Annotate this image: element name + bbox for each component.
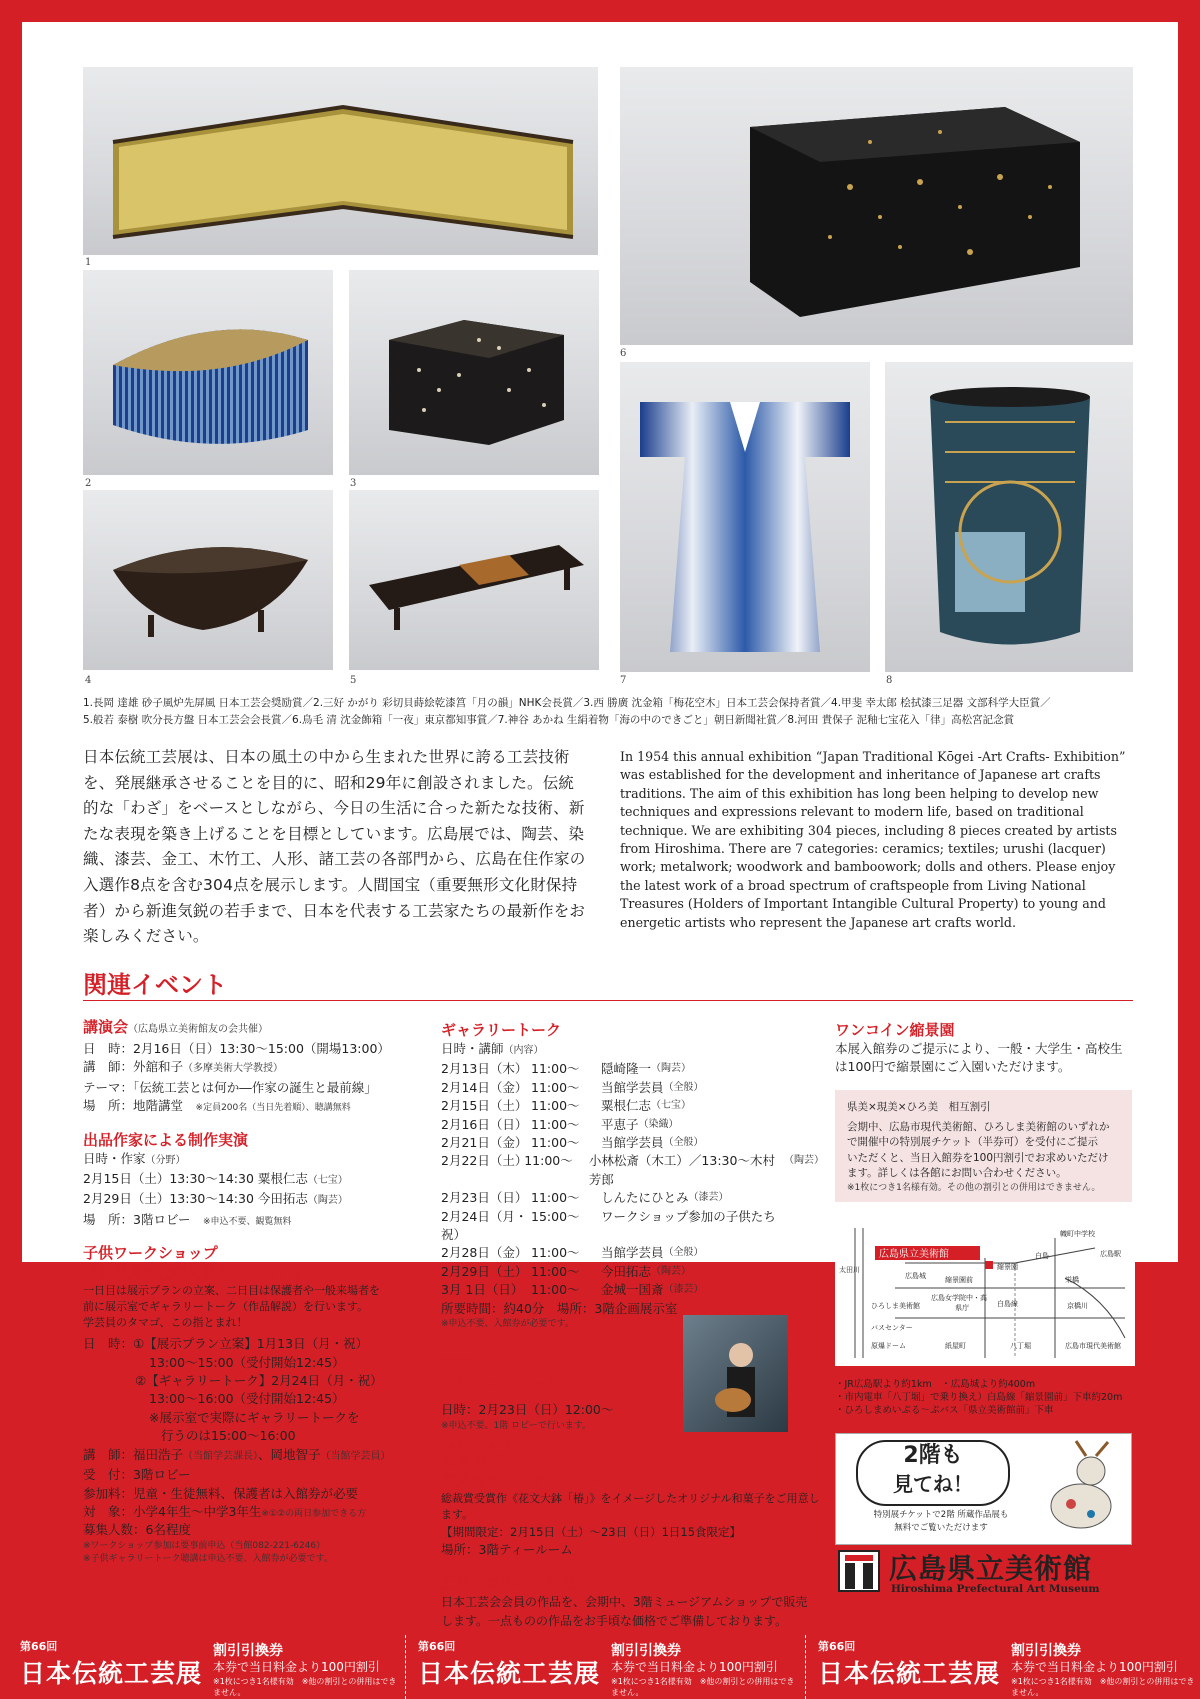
photo-metal-tray [349, 490, 599, 670]
discount-note: ※1枚につき1名様有効。その他の割引との併用はできません。 [847, 1182, 1101, 1193]
guitarist-illustration [683, 1315, 788, 1432]
map-label: 幟町中学校 [1060, 1230, 1095, 1238]
lecture-speaker: 講 師：外舘和子（多摩美術大学教授） [83, 1059, 284, 1075]
discount-text: で開催中の特別展チケット（半券可）を受付にご提示 [847, 1136, 1099, 1148]
collection-promo [835, 1433, 1132, 1545]
museum-name-en: Hiroshima Prefectural Art Museum [891, 1583, 1100, 1595]
map-label: バスセンター [871, 1324, 913, 1332]
workshop-lecturer: 講 師：福田浩子（当館学芸課長）、岡地智子（当館学芸員） [83, 1446, 391, 1462]
gallery-talk-speaker: 平恵子 [601, 1116, 639, 1132]
promo-heading: 2階も [903, 1443, 963, 1468]
gallery-talk-row [441, 1060, 821, 1078]
photo-kimono [620, 362, 870, 672]
photo-number: 5 [350, 675, 357, 686]
map-label: 縮景園前 [945, 1276, 973, 1284]
discount-coupon[interactable] [20, 1638, 400, 1698]
coupon-description: 本券で当日料金より100円割引 [1011, 1660, 1178, 1674]
map-label: 栄橋 [1065, 1276, 1079, 1284]
photo-striped-box [83, 270, 333, 475]
workshop-footnote: ※子供ギャラリートーク聴講は申込不要、入館券が必要です。 [83, 1553, 333, 1564]
map-illustration [835, 1218, 1135, 1366]
coupon-cut-line [405, 1635, 406, 1699]
photo-cloisonne-vase [885, 362, 1133, 672]
coupon-edition: 第66回 [20, 1640, 58, 1653]
gallery-talk-row [441, 1263, 821, 1281]
gallery-talk-time: 11:00～ [531, 1079, 580, 1095]
sweets-ruby: しゅんげつ かぐら [441, 1440, 513, 1450]
discount-coupon[interactable] [818, 1638, 1198, 1698]
coupon-fineprint: ※1枚につき1名様有効 ※他の割引との併用はできません。 [213, 1677, 397, 1697]
gallery-talk-category: （全般） [663, 1247, 704, 1259]
speech-bubble [856, 1440, 1010, 1506]
gallery-talk-title: ギャラリートーク [441, 1021, 562, 1039]
intro-japanese: 日本伝統工芸展は、日本の風土の中から生まれた世界に誇る工芸技術を、発展継承させることを目的に、昭和29年に創設されました。伝統的な「わざ」をベースとしながら、今日の生活に合った新たな技術、新たな表現を築き上げることを目標としています。広島展では、陶芸、染織、漆芸、金工、木竹工、人形、諸工芸の各部門から、広島在住作家の入選作8点を含む304点を展示します。人間国宝（重要無形文化財保持者）から新進気鋭の若手まで、日本を代表する工芸家たちの最新作をお楽しみください。 [83, 748, 586, 946]
events-column-right [835, 1020, 1135, 1077]
map-label: 広島市現代美術館 [1065, 1342, 1121, 1350]
lecture-title: 講演会（広島県立美術館友の会共催） [83, 1018, 269, 1036]
coupon-title: 割引引換券 [213, 1643, 283, 1659]
access-info [835, 1378, 1135, 1417]
workshop-time: 13:00～16:00（受付開始12:45） [149, 1391, 345, 1407]
gallery-talk-category: （染織） [638, 1118, 679, 1130]
gallery-talk-speaker: ワークショップ参加の子供たち [601, 1208, 776, 1224]
gallery-talk-date: 2月13日（木） [441, 1061, 528, 1077]
gallery-talk-time: 11:00～ [531, 1098, 580, 1114]
photo-wooden-bowl [83, 490, 333, 670]
map-label: ひろしま美術館 [871, 1302, 920, 1310]
lecture-date: 日 時：2月16日（日）13:30～15:00（開場13:00） [83, 1041, 390, 1056]
kimono-illustration [620, 362, 870, 672]
gallery-talk-category: （全般） [663, 1137, 704, 1149]
workshop-title: 子供ワークショップ [83, 1244, 218, 1263]
demo-place: 場 所：3階ロビー ※申込不要、観覧無料 [83, 1211, 292, 1227]
workshop-subtitle: 「学芸員の仕事に挑戦しよう！」 [83, 1264, 309, 1283]
night-box-illustration [620, 67, 1133, 345]
map-museum-label: 広島県立美術館 [879, 1249, 949, 1260]
coupon-edition: 第66回 [818, 1640, 856, 1653]
concert-date: 日時：2月23日（日）12:00～ [441, 1402, 614, 1418]
caption-line: 5.般若 泰樹 吹分長方盤 日本工芸会会長賞／6.鳥毛 清 沈金飾箱「一夜」東京都知事賞／7.神谷 あかね 生絹着物「海の中のできごと」朝日新聞社賞／8.河田 貴保子 泥釉七宝花入「律」高松宮記念賞 [83, 714, 1015, 726]
gallery-talk-speaker: しんたにひとみ [601, 1190, 689, 1206]
sweets-title: 旬月 神楽 [441, 1451, 507, 1470]
metal-tray-illustration [349, 490, 599, 670]
gallery-talk-speaker: 粟根仁志 [601, 1098, 652, 1114]
gallery-talk-time: 11:00～ [531, 1190, 580, 1206]
map-label: 縮景園 [997, 1263, 1018, 1271]
museum-logo [835, 1547, 1135, 1597]
coupon-cut-line [805, 1635, 806, 1699]
photo-number: 1 [85, 257, 92, 268]
workshop-fee: 参加料：児童・生徒無料、保護者は入館券が必要 [83, 1485, 359, 1501]
gallery-talk-row [441, 1097, 821, 1115]
access-line: ・JR広島駅より約1km ・広島城より約400m [835, 1379, 1036, 1390]
caption-line: 1.長岡 達雄 砂子風炉先屏風 日本工芸会奨励賞／2.三好 かがり 彩切貝蒔絵乾漆筥「月の韻」NHK会長賞／3.西 勝廣 沈金箱「梅花空木」日本工芸会保持者賞／4.甲斐 幸太郎 桧拭漆三足器 文部科学大臣賞／ [83, 697, 1051, 709]
demo-title: 出品作家による制作実演 [83, 1130, 249, 1149]
gallery-talk-time: 11:00～ [531, 1061, 580, 1077]
gallery-talk-time: 11:00～ [531, 1263, 580, 1279]
workshop-note: 行うのは15:00～16:00 [161, 1428, 296, 1444]
gallery-talk-row [441, 1134, 821, 1152]
photo-number: 8 [886, 675, 893, 686]
gallery-talk-speaker: 小林松斎（木工）／13:30～木村芳郎 [588, 1153, 775, 1187]
concert-note: ※申込不要。1階 ロビーで行います。 [441, 1420, 592, 1431]
sweets-subtitle: 展覧会オリジナルスイーツ [441, 1471, 619, 1490]
concert-photo [683, 1315, 788, 1432]
gallery-talk-speaker: 今田拓志 [601, 1263, 652, 1279]
photo-number: 2 [85, 478, 92, 489]
gallery-talk-speaker: 金城一国斎 [601, 1282, 664, 1298]
gallery-talk-speaker: 当館学芸員 [601, 1245, 664, 1261]
map-label: 京橋川 [1067, 1302, 1088, 1310]
gallery-talk-speaker: 隠崎隆一 [601, 1061, 652, 1077]
gallery-talk-date: 2月15日（土） [441, 1098, 528, 1114]
gallery-talk-row [441, 1208, 821, 1245]
coupon-fineprint: ※1枚につき1名様有効 ※他の割引との併用はできません。 [1011, 1677, 1195, 1697]
sweets-place: 場所：3階ティールーム [441, 1541, 573, 1557]
deer-figurine-icon [1036, 1436, 1126, 1541]
cloisonne-vase-illustration [885, 362, 1133, 672]
coupon-fineprint: ※1枚につき1名様有効 ※他の割引との併用はできません。 [611, 1677, 795, 1697]
map-label: 広島駅 [1100, 1250, 1121, 1258]
gallery-talk-date: 2月24日（月・祝） [441, 1208, 528, 1243]
promo-heading: 見てね！ [893, 1472, 973, 1496]
gallery-talk-time: 11:00～ [531, 1245, 580, 1261]
photo-lacquer-box [349, 270, 599, 475]
access-line: ・ひろしまめいぷる～ぷバス「県立美術館前」下車 [835, 1405, 1054, 1416]
folding-screen-illustration [83, 67, 598, 255]
gallery-talk-date: 2月28日（金） [441, 1245, 528, 1261]
map-label: 広島城 [905, 1272, 926, 1280]
gallery-talk-date: 2月14日（金） [441, 1079, 528, 1095]
gallery-talk-time: 15:00～ [531, 1208, 580, 1224]
promo-text: 特別展チケットで2階 所蔵作品展も 無料でご覧いただけます [873, 1510, 1009, 1533]
museum-name-jp: 広島県立美術館 [889, 1552, 1093, 1585]
coupon-title: 割引引換券 [1011, 1643, 1081, 1659]
gallery-talk-time: 11:00～ [531, 1116, 580, 1132]
gallery-talk-head: 日時・講師（内容） [441, 1041, 544, 1056]
demo-head: 日時・作家（分野） [83, 1150, 186, 1166]
photo-number: 7 [620, 675, 627, 686]
lecture-theme: テーマ：「伝統工芸とは何か―作家の誕生と最前線」 [83, 1079, 377, 1095]
gallery-talk-row [441, 1152, 825, 1189]
map-label: 広島女学院中・高 [931, 1294, 987, 1302]
workshop-reception: 受 付：3階ロビー [83, 1467, 191, 1483]
events-column-left [83, 1017, 413, 1566]
coupon-description: 本券で当日料金より100円割引 [611, 1660, 778, 1674]
events-heading: 関連イベント [83, 971, 227, 999]
gallery-talk-category: （陶芸） [651, 1063, 692, 1075]
sweets-description: 総裁賞受賞作《花文大鉢「椿」》をイメージしたオリジナル和菓子をご用意します。 [441, 1491, 820, 1521]
discount-text: いただくと、当日入館券を100円割引でお求めいただけ [847, 1151, 1109, 1164]
coupon-exhibition-name: 日本伝統工芸展 [418, 1659, 601, 1688]
gallery-talk-note: ※申込不要、入館券が必要です。 [441, 1319, 574, 1330]
lecture-place: 場 所：地階講堂 ※定員200名（当日先着順）、聴講無料 [83, 1098, 351, 1114]
discount-box [835, 1090, 1132, 1202]
workshop-target: 対 象：小学4年生～中学3年生※①②の両日参加できる方 [83, 1503, 367, 1519]
lacquer-box-illustration [349, 270, 599, 475]
striped-box-illustration [83, 270, 333, 475]
photo-number: 4 [85, 675, 92, 686]
workshop-footnote: ※ワークショップ参加は要事前申込（当館082-221-6246） [83, 1540, 326, 1551]
garden-description: 本展入館券のご提示により、一般・大学生・高校生 は100円で縮景園にご入園いただけます。 [835, 1041, 1123, 1075]
gallery-talk-category: （漆芸） [688, 1192, 729, 1204]
sale-description: 日本工芸会会員の作品を、会期中、3階ミュージアムショップで販売 します。一点ものの作品をお手頃な価格でご準備しております。 [441, 1595, 808, 1628]
garden-title: ワンコイン縮景園 [835, 1021, 955, 1039]
workshop-date: ②【ギャラリートーク】2月24日（月・祝） [135, 1373, 383, 1389]
wooden-bowl-illustration [83, 490, 333, 670]
gallery-talk-date: 3月 1日（日） [441, 1282, 524, 1298]
workshop-capacity: 募集人数：6名程度 [83, 1522, 191, 1538]
artwork-captions [83, 695, 1133, 729]
gallery-talk-schedule [441, 1060, 825, 1299]
coupon-edition: 第66回 [418, 1640, 456, 1653]
gallery-talk-category: （全般） [663, 1081, 704, 1093]
demo-row: 2月15日（土）13:30～14:30 粟根仁志（七宝） [83, 1171, 348, 1187]
discount-coupon[interactable] [418, 1638, 798, 1698]
gallery-talk-time: 11:00～ [524, 1153, 573, 1169]
map-label: 太田川 [839, 1266, 860, 1274]
access-line: ・市内電車「八丁堀」で乗り換え）白島線「縮景園前」下車約20m [835, 1392, 1123, 1403]
gallery-talk-duration: 所要時間：約40分 場所：3階企画展示室 [441, 1300, 678, 1316]
gallery-talk-speaker: 当館学芸員 [601, 1135, 664, 1151]
gallery-talk-row [441, 1116, 821, 1134]
divider [83, 1000, 1133, 1001]
discount-text: 会期中、広島市現代美術館、ひろしま美術館のいずれか [847, 1120, 1110, 1133]
gallery-talk-date: 2月16日（日） [441, 1116, 528, 1132]
map-label: 県庁 [955, 1304, 969, 1312]
museum-logo-icon [837, 1549, 881, 1593]
photo-night-box [620, 67, 1133, 345]
gallery-talk-row [441, 1281, 821, 1299]
gallery-talk-date: 2月22日（土） [441, 1153, 528, 1169]
workshop-time: 13:00～15:00（受付開始12:45） [149, 1354, 345, 1370]
map-label: 原爆ドーム [871, 1342, 906, 1350]
gallery-talk-time: 11:00～ [531, 1282, 580, 1298]
sweets-period: 【期間限定：2月15日（土）～23日（日）1日15食限定】 [441, 1524, 742, 1539]
gallery-talk-time: 11:00～ [531, 1135, 580, 1151]
map-label: 白島 [1035, 1252, 1049, 1260]
demo-row: 2月29日（土）13:30～14:30 今田拓志（陶芸） [83, 1191, 348, 1207]
intro-english: In 1954 this annual exhibition “Japan Traditional Kōgei -Art Crafts- Exhibition” was established for the development and inheritance of Japanese art crafts traditions. The aim of this exhibition has long been helping to develop new techniques and expressions relevant to modern life, based on traditional technique. We are exhibiting 304 pieces, including 8 pieces created by artists from Hiroshima. There are 7 categories: ceramics; textiles; urushi (lacquer) work; metalwork; woodwork and bamboowork; dolls and others. Please enjoy the latest work of a broad spectrum of craftspeople from Living National Treasures (Holders of Important Intangible Cultural Property) to young and energetic artists who represent the Japanese art crafts world. [620, 749, 1126, 930]
workshop-note: ※展示室で実際にギャラリートークを [149, 1409, 360, 1425]
photo-number: 3 [350, 478, 357, 489]
coupon-exhibition-name: 日本伝統工芸展 [20, 1659, 203, 1688]
photo-number: 6 [620, 348, 627, 359]
gallery-talk-speaker: 当館学芸員 [601, 1079, 664, 1095]
discount-text: ます。詳しくは各館にお問い合わせください。 [847, 1167, 1067, 1179]
access-map [835, 1218, 1135, 1366]
discount-title: 県美×現美×ひろ美 相互割引 [847, 1101, 991, 1113]
map-label: 八丁堀 [1010, 1342, 1031, 1350]
photo-folding-screen [83, 67, 598, 255]
gallery-talk-category: （陶芸） [784, 1155, 825, 1167]
sale-title: 工芸作家の小品販売 [441, 1574, 577, 1593]
gallery-talk-row [441, 1244, 821, 1262]
gallery-talk-row [441, 1079, 821, 1097]
map-label: 白島線 [997, 1300, 1018, 1308]
coupon-exhibition-name: 日本伝統工芸展 [818, 1659, 1001, 1688]
coupon-description: 本券で当日料金より100円割引 [213, 1660, 380, 1674]
gallery-talk-category: （漆芸） [663, 1284, 704, 1296]
gallery-talk-category: （七宝） [651, 1100, 692, 1112]
concert-title: 森本ケンタ [441, 1354, 515, 1373]
gallery-talk-row [441, 1189, 821, 1207]
gallery-talk-date: 2月21日（金） [441, 1135, 528, 1151]
concert-subtitle: ロビーコンサート [441, 1374, 561, 1393]
map-label: 紙屋町 [945, 1342, 966, 1350]
gallery-talk-category: （陶芸） [651, 1265, 692, 1277]
workshop-description: 一日目は展示プランの立案、二日目は保護者や一般来場者を 前に展示室でギャラリートーク（作品解説）を行います。 学芸員のタマゴ、この指とまれ！ [83, 1284, 380, 1330]
gallery-talk-date: 2月29日（土） [441, 1263, 528, 1279]
gallery-talk-date: 2月23日（日） [441, 1190, 528, 1206]
coupon-title: 割引引換券 [611, 1643, 681, 1659]
workshop-date: 日 時：①【展示プラン立案】1月13日（月・祝） [83, 1336, 369, 1352]
